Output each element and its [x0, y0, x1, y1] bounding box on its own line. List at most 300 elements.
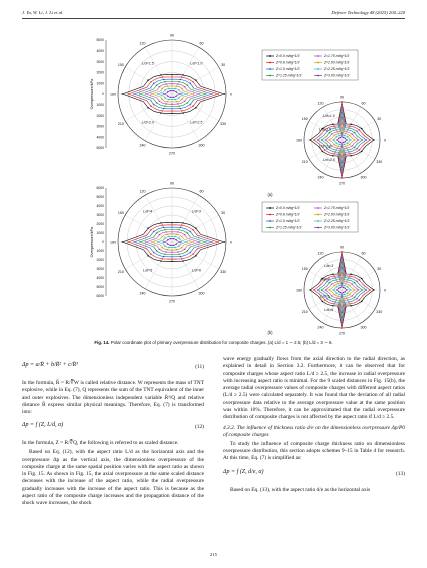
panel-b-polar-2-series-3-marker	[356, 281, 357, 282]
panel-a-polar-1-tick-label: 4000	[96, 135, 104, 140]
panel-b-polar-1-series-1-marker	[171, 261, 172, 262]
panel-b-polar-2-series-1-marker	[361, 278, 362, 279]
panel-b-polar-2-series-5-marker	[337, 281, 338, 282]
panel-a-polar-1-series-3-marker	[171, 108, 172, 109]
panel-b-polar-2-series-5-marker	[341, 312, 342, 313]
panel-b-polar-1-series-5-marker	[166, 251, 167, 252]
panel-b-polar-1-tick-label: 3000	[96, 213, 104, 218]
panel-a-polar-1-angle-label: 60	[199, 41, 204, 46]
panel-b-polar-2-series-2-marker	[349, 275, 350, 276]
panel-a-polar-2-series-8-marker	[341, 146, 342, 147]
panel-a-polar-2-series-7-marker	[341, 151, 342, 152]
panel-a-polar-2-series-5-marker	[331, 133, 332, 134]
right-paragraph-1: wave energy gradually flows from the axial direction to the radial direction, as explained in detail in Section 3.2. Furthermore, it can be observed that for composite charges whose aspect ratio L/d ≥ 2.5, the increase in radial overpressure with increasing aspect ratio is minimal. For the 9 scaled distances in Fig. 15(b), the average radial overpressure values of composite charges with different aspect ratios (L/d ≥ 2.5) were calculated separately. It was found that the deviation of all radial overpressure data relative to the average overpressure value at the same position was within 10%. Therefore, it can be approximated that the radial overpressure distribution of composite charges is not affected by the aspect ratio if L/d ≥ 2.5.	[223, 356, 405, 421]
panel-a-polar-2-series-8-marker	[340, 142, 341, 143]
panel-a-polar-1-series-6-marker	[167, 101, 168, 102]
panel-b-polar-1-series-6-marker	[151, 241, 152, 242]
equation-13-number: (13)	[396, 470, 405, 477]
panel-a-polar-2-series-2-marker	[333, 153, 334, 154]
running-header-journal: Defence Technology 48 (2025) 204–220	[331, 10, 405, 15]
panel-a-polar-2-series-5-marker	[352, 133, 353, 134]
panel-a-polar-1-series-8-marker	[167, 96, 168, 97]
panel-b-legend-marker	[269, 227, 271, 229]
panel-a-legend-entry: Z=3.00 m/kg^1/3	[324, 73, 350, 78]
panel-a-polar-2-series-8-marker	[345, 138, 346, 139]
panel-a-polar-2-series-4-marker	[354, 132, 355, 133]
panel-a-polar-2-series-5-marker	[325, 139, 326, 140]
panel-a-polar-1-series-7-marker	[168, 88, 169, 89]
panel-a-polar-2-series-5-marker	[337, 148, 338, 149]
panel-b-polar-1-angle-label: 0	[230, 240, 232, 245]
panel-b-polar-2-series-8-marker	[338, 288, 339, 289]
panel-b-polar-2-series-6-marker	[338, 296, 339, 297]
panel-a-polar-1-series-3-marker	[163, 108, 164, 109]
panel-b-polar-1-series-7-marker	[157, 241, 158, 242]
panel-a-polar-1-angle-label: 270	[169, 151, 175, 156]
panel-a-polar-1-series-5-marker	[171, 83, 172, 84]
panel-a-polar-1-annotation: L/d=2.5	[190, 120, 203, 125]
panel-b-polar-2-series-6-marker	[354, 289, 355, 290]
panel-b-polar-2-series-5-marker	[352, 295, 353, 296]
panel-b-polar-1-series-3-marker	[153, 252, 154, 253]
panel-a-polar-2-series-7-marker	[339, 144, 340, 145]
panel-b-polar-2-series-3-marker	[348, 301, 349, 302]
panel-b-polar-2-series-4-marker	[341, 262, 342, 263]
panel-b-polar-2-series-7-marker	[339, 285, 340, 286]
panel-a-polar-2-series-8-marker	[343, 137, 344, 138]
equation-11	[22, 360, 204, 376]
panel-a-polar-1-series-8-marker	[173, 97, 174, 98]
panel-a-polar-1-tick-label: 5000	[96, 38, 104, 43]
panel-a-polar-1-angle-label: 210	[117, 122, 124, 126]
panel-a-polar-1-angle-label: 120	[139, 41, 146, 46]
panel-b-polar-1-series-3-marker	[133, 241, 134, 242]
panel-b-polar-1-annotation: L/d=3	[191, 209, 201, 214]
panel-b-polar-1-series-7-marker	[178, 245, 179, 246]
panel-a-polar-2-series-2-marker	[313, 139, 314, 140]
panel-a-polar-1-series-3-marker	[190, 104, 191, 105]
panel-b-polar-2-series-3-marker	[317, 289, 318, 290]
panel-a-polar-1-series-8-marker	[167, 91, 168, 92]
panel-b-polar-1-series-7-marker	[171, 247, 172, 248]
panel-a-polar-1-series-2-marker	[162, 110, 163, 111]
panel-a-polar-1-series-8-marker	[171, 90, 172, 91]
panel-b-polar-1-series-4-marker	[171, 229, 172, 230]
panel-a-polar-1-series-7-marker	[171, 99, 172, 100]
panel-a-polar-2-series-1-marker	[361, 128, 362, 129]
panel-b-polar-2-series-2-marker	[333, 275, 334, 276]
panel-b-polar-2-series-2-marker	[359, 279, 360, 280]
panel-a-polar-2-series-5-marker	[346, 131, 347, 132]
panel-a-polar-1-tick-label: 4000	[96, 49, 104, 53]
panel-b-polar-1-tick-label: 0	[102, 240, 104, 245]
panel-a-polar-2-series-7-marker	[347, 136, 348, 137]
equation-11-expression: Δp = a/R̄ + b/R̄² + c/R̄³	[22, 362, 78, 368]
panel-b-polar-2-annotation: L/d=3	[324, 264, 334, 269]
panel-a-polar-2-angle-label: 240	[317, 175, 324, 180]
panel-b-polar-2-angle-label: 300	[360, 325, 367, 330]
panel-b-polar-2-series-7-marker	[347, 293, 348, 294]
panel-b-polar-2-angle-label: 90	[340, 245, 344, 250]
panel-a-polar-2-series-3-marker	[334, 151, 335, 152]
panel-a-polar-2-series-1-marker	[332, 124, 333, 125]
panel-b-polar-1-series-4-marker	[178, 254, 179, 255]
panel-b-polar-2-series-6-marker	[345, 296, 346, 297]
panel-a-polar-2-angle-label: 30	[377, 117, 382, 121]
panel-b-polar-1-series-8-marker	[163, 241, 164, 242]
panel-a-polar-1-angle-label: 150	[117, 63, 124, 67]
running-header-authors: J. Yu, W. Li, J. Li et al.	[22, 10, 64, 15]
panel-a-polar-2-series-4-marker	[329, 132, 330, 133]
panel-a-polar-1-angle-label: 300	[198, 143, 205, 148]
panel-a-polar-1-series-5-marker	[184, 101, 185, 102]
panel-a-polar-1-series-3-marker	[180, 108, 181, 109]
panel-a-polar-2-annotation: L/d=2.5	[322, 157, 335, 162]
panel-a-polar-1-series-7-marker	[175, 99, 176, 100]
panel-b-polar-2-series-8-marker	[345, 291, 346, 292]
panel-a-polar-1-series-1-marker	[224, 93, 225, 94]
panel-a-polar-1-annotation: L/d=1.5	[141, 61, 154, 66]
panel-a-polar-1-spoke	[145, 47, 172, 94]
panel-a-polar-1-series-7-marker	[164, 89, 165, 90]
panel-a-polar-2-series-5-marker	[346, 148, 347, 149]
panel-a-polar-1-series-4-marker	[171, 81, 172, 82]
panel-b-polar-2-series-4-marker	[347, 279, 348, 280]
panel-b-polar-2-series-8-marker	[338, 291, 339, 292]
panel-b-polar-2-series-5-marker	[346, 281, 347, 282]
panel-a-polar-1-series-7-marker	[175, 88, 176, 89]
panel-b-polar-1-angle-label: 240	[139, 291, 146, 296]
panel-a-polar-2-series-3-marker	[334, 127, 335, 128]
panel-a-polar-2-series-2-marker	[359, 129, 360, 130]
panel-a-polar-1-series-6-marker	[167, 86, 168, 87]
panel-a-polar-2-series-5-marker	[352, 145, 353, 146]
panel-a-polar-2-annotation: L/d=1.0	[322, 114, 335, 119]
panel-a-polar-1-series-2-marker	[171, 110, 172, 111]
panel-b-polar-1-angle-label: 120	[139, 189, 146, 194]
panel-a-polar-1-series-5-marker	[199, 93, 200, 94]
panel-a-polar-1-series-7-marker	[164, 97, 165, 98]
panel-b-polar-2-series-3-marker	[334, 277, 335, 278]
panel-a-polar-1-series-1-marker	[160, 74, 161, 75]
panel-b-polar-1-series-2-marker	[162, 258, 163, 259]
panel-b-polar-1-series-7-marker	[175, 236, 176, 237]
panel-a-polar-2-series-5-marker	[337, 131, 338, 132]
panel-a-polar-1-series-6-marker	[193, 93, 194, 94]
panel-a-polar-2-series-6-marker	[329, 139, 330, 140]
panel-b-polar-1-angle-label: 270	[169, 299, 175, 304]
panel-a-polar-1-series-6-marker	[181, 99, 182, 100]
panel-a-polar-1-tick-label: 1000	[96, 103, 104, 107]
panel-b-polar-1-series-8-marker	[175, 244, 176, 245]
panel-b-polar-2-series-2-marker	[341, 251, 342, 252]
panel-b-legend-entry: Z=0.8 m/kg^1/3	[276, 212, 300, 217]
panel-b-polar-1-series-6-marker	[181, 247, 182, 248]
panel-a-polar-1-series-6-marker	[151, 93, 152, 94]
panel-a-polar-2-series-5-marker	[341, 162, 342, 163]
panel-b-polar-2-series-8-marker	[341, 296, 342, 297]
panel-a-polar-1-series-8-marker	[169, 90, 170, 91]
panel-b-label: (b)	[267, 330, 273, 335]
panel-a-polar-1-series-4-marker	[164, 81, 165, 82]
panel-b-polar-1-series-7-marker	[178, 237, 179, 238]
panel-a-polar-1-angle-label: 180	[110, 92, 116, 97]
panel-b-polar-2-series-6-marker	[329, 289, 330, 290]
panel-b-polar-2-series-7-marker	[341, 301, 342, 302]
panel-a-polar-2-series-2-marker	[341, 101, 342, 102]
panel-b-polar-2-annotation: L/d=5	[320, 294, 330, 299]
panel-b-polar-2-angle-label: 270	[339, 331, 345, 336]
panel-a-polar-1-series-6-marker	[171, 101, 172, 102]
panel-b-polar-1-series-2-marker	[128, 241, 129, 242]
panel-a-polar-2-series-8-marker	[341, 132, 342, 133]
panel-b-polar-2-series-1-marker	[361, 301, 362, 302]
left-paragraph-3: Based on Eq. (12), with the aspect ratio L/d as the horizontal axis and the overpressure Δp as the vertical axis, the dimensionless overpressure of the composite charge at the same spatial position varies with the aspect ratio as shown in Fig. 15. As shown in Fig. 15, the axial overpressure at the same scaled distance decreases with the increase of the aspect ratio, while the radial overpressure gradually increases with the increase of the aspect ratio. This is because as the aspect ratio of the composite charge increases and the propagation distance of the shock wave increases, the shock	[22, 449, 204, 507]
panel-a-polar-1-angle-label: 0	[230, 92, 232, 97]
panel-a-polar-2-series-6-marker	[338, 146, 339, 147]
panel-b-polar-1-series-7-marker	[187, 241, 188, 242]
panel-b-polar-2-series-1-marker	[373, 289, 374, 290]
panel-a-polar-1-series-2-marker	[171, 76, 172, 77]
panel-b-polar-1-series-1-marker	[224, 241, 225, 242]
panel-b-polar-1-series-4-marker	[164, 229, 165, 230]
panel-a-polar-2-series-5-marker	[341, 117, 342, 118]
panel-b-polar-1-series-1-marker	[147, 255, 148, 256]
panel-b-polar-1-angle-label: 210	[117, 270, 124, 274]
panel-a-polar-1-series-8-marker	[171, 97, 172, 98]
panel-a-polar-2-series-8-marker	[343, 142, 344, 143]
panel-b-polar-1-series-7-marker	[168, 247, 169, 248]
panel-a-polar-1-series-7-marker	[187, 93, 188, 94]
panel-a-polar-1-tick-label: 0	[102, 92, 104, 97]
panel-a-polar-1-series-8-marker	[173, 90, 174, 91]
panel-b-polar-1-spoke	[172, 195, 199, 242]
panel-b-polar-2-series-8-marker	[343, 287, 344, 288]
panel-a-polar-1-angle-label: 30	[221, 63, 226, 67]
panel-b-polar-1-series-7-marker	[164, 245, 165, 246]
panel-b-polar-1-series-3-marker	[190, 231, 191, 232]
panel-a-polar-1-series-1-marker	[195, 80, 196, 81]
panel-a-polar-1-angle-label: 90	[170, 33, 174, 38]
panel-a-legend-marker	[317, 75, 319, 77]
panel-a-legend-entry: Z=0.8 m/kg^1/3	[276, 60, 300, 65]
panel-a-polar-2-series-4-marker	[354, 147, 355, 148]
panel-a-polar-1-series-4-marker	[171, 106, 172, 107]
panel-b-polar-1-series-3-marker	[171, 227, 172, 228]
panel-b-polar-2-series-5-marker	[331, 283, 332, 284]
panel-b-polar-1-series-8-marker	[173, 238, 174, 239]
panel-b-polar-2-series-4-marker	[329, 282, 330, 283]
panel-b-polar-2-series-4-marker	[341, 317, 342, 318]
panel-a-polar-1-angle-label: 330	[220, 122, 227, 126]
panel-a-polar-2-angle-label: 60	[361, 101, 366, 106]
panel-b-polar-1-y-axis-label: Overpressure/kPa	[90, 226, 94, 258]
panel-a-polar-1-series-7-marker	[178, 97, 179, 98]
panel-a-polar-1-spoke	[172, 47, 199, 94]
panel-a-polar-2-series-2-marker	[333, 125, 334, 126]
panel-b-polar-1-series-2-marker	[181, 224, 182, 225]
panel-a-polar-1-annotation: L/d=1.0	[190, 61, 203, 66]
panel-a-polar-1-series-6-marker	[162, 99, 163, 100]
panel-b-polar-1-series-5-marker	[145, 241, 146, 242]
panel-b-polar-1-series-5-marker	[184, 234, 185, 235]
panel-a-polar-1-series-5-marker	[166, 83, 167, 84]
panel-b-polar-2-series-8-marker	[340, 287, 341, 288]
panel-a-legend-entry: Z=2.00 m/kg^1/3	[324, 60, 350, 65]
panel-b-polar-2-angle-label: 0	[384, 288, 386, 293]
panel-b-polar-1-series-4-marker	[156, 250, 157, 251]
panel-a-polar-2-series-8-marker	[340, 137, 341, 138]
panel-b-polar-1-series-5-marker	[159, 249, 160, 250]
panel-a-polar-2-series-4-marker	[341, 167, 342, 168]
panel-b-polar-1	[106, 188, 226, 296]
panel-a-polar-1-annotation: L/d=2.0	[141, 120, 154, 125]
panel-a-polar-2-series-3-marker	[317, 139, 318, 140]
panel-a-polar-2-series-3-marker	[341, 106, 342, 107]
panel-a-polar-2-series-1-marker	[332, 155, 333, 156]
panel-a-legend-entry: Z=1.0 m/kg^1/3	[276, 67, 300, 72]
panel-b-polar-1-series-4-marker	[187, 250, 188, 251]
panel-b-polar-1-angle-label: 30	[221, 211, 226, 215]
panel-b-polar-2-series-1-marker	[350, 305, 351, 306]
panel-b-polar-2-angle-label: 240	[317, 325, 324, 330]
panel-a-polar-2-angle-label: 120	[317, 101, 324, 106]
panel-b-polar-1-angle-label: 60	[199, 189, 204, 194]
figure-14-graphic	[22, 20, 405, 338]
panel-a-polar-1-series-5-marker	[166, 103, 167, 104]
panel-b-legend-marker	[317, 220, 319, 222]
panel-a-polar-2-series-3-marker	[348, 151, 349, 152]
panel-b-polar-1-series-1-marker	[195, 255, 196, 256]
panel-a-polar-2-series-7-marker	[336, 136, 337, 137]
panel-b-legend-marker	[317, 207, 319, 209]
panel-a-polar-2-series-3-marker	[348, 127, 349, 128]
panel-b-polar-2-series-4-marker	[354, 297, 355, 298]
equation-13-expression: Δp = f (Z, d/e, α)	[223, 468, 264, 475]
panel-a-polar-1-series-3-marker	[180, 79, 181, 80]
panel-a-polar-2-series-4-marker	[362, 139, 363, 140]
panel-a-polar-2-series-2-marker	[349, 125, 350, 126]
panel-a-polar-1-series-4-marker	[178, 81, 179, 82]
panel-b-polar-1-series-6-marker	[181, 236, 182, 237]
panel-b-polar-1-spoke	[172, 242, 199, 289]
panel-a-polar-2-angle-label: 150	[301, 117, 308, 121]
panel-b-polar-1-series-7-marker	[164, 237, 165, 238]
panel-b-polar-1-series-1-marker	[171, 222, 172, 223]
panel-a-polar-1-series-2-marker	[192, 81, 193, 82]
panel-a-polar-2-series-1-marker	[322, 151, 323, 152]
panel-a-polar-1-series-2-marker	[150, 106, 151, 107]
panel-b-polar-1-series-5-marker	[177, 251, 178, 252]
panel-b-polar-1-series-8-marker	[169, 238, 170, 239]
panel-b-polar-2-series-2-marker	[341, 327, 342, 328]
panel-b-polar-1-series-3-marker	[180, 256, 181, 257]
panel-b-polar-1-series-1-marker	[182, 222, 183, 223]
panel-b-polar-1-series-3-marker	[153, 231, 154, 232]
right-paragraph-3: Based on Eq. (13), with the aspect ratio d/e as the horizontal axis	[230, 486, 371, 493]
panel-a-polar-2-series-4-marker	[347, 129, 348, 130]
panel-a-polar-1-series-4-marker	[164, 106, 165, 107]
panel-a-polar-1-series-1-marker	[171, 74, 172, 75]
panel-a-polar-2-series-6-marker	[345, 146, 346, 147]
panel-b-polar-2-series-4-marker	[362, 289, 363, 290]
panel-a-polar-1-series-8-marker	[163, 93, 164, 94]
panel-b-polar-1-series-8-marker	[180, 241, 181, 242]
caption-label: Fig. 14.	[94, 340, 110, 345]
panel-b-polar-1-series-4-marker	[178, 229, 179, 230]
panel-b-polar-1-series-2-marker	[181, 258, 182, 259]
panel-b-polar-1-annotation: L/d=5	[143, 268, 153, 273]
panel-a-polar-1-series-8-marker	[169, 97, 170, 98]
panel-b-polar-2-series-1-marker	[309, 289, 310, 290]
panel-b-polar-1-annotation: L/d=4	[143, 209, 153, 214]
panel-a-legend-marker	[317, 55, 319, 57]
panel-b-polar-2-series-1-marker	[350, 274, 351, 275]
panel-b-polar-2-series-3-marker	[341, 256, 342, 257]
panel-b-polar-2-series-1-marker	[322, 301, 323, 302]
panel-b-polar-2-series-7-marker	[332, 289, 333, 290]
panel-b-polar-2-series-2-marker	[369, 289, 370, 290]
panel-a-polar-1-series-1-marker	[147, 107, 148, 108]
panel-a-polar-2-series-4-marker	[341, 112, 342, 113]
panel-a-legend-entry: Z=0.6 m/kg^1/3	[276, 54, 300, 59]
panel-b-polar-1-series-4-marker	[139, 241, 140, 242]
panel-b-polar-2-series-5-marker	[325, 289, 326, 290]
panel-a-polar-2-series-2-marker	[341, 177, 342, 178]
panel-a-polar-2-series-2-marker	[324, 149, 325, 150]
panel-a-polar-2-angle-label: 0	[384, 138, 386, 143]
panel-a-polar-1-series-5-marker	[145, 93, 146, 94]
panel-b-polar-2-series-6-marker	[333, 294, 334, 295]
panel-a-polar-1-series-4-marker	[187, 84, 188, 85]
panel-a-polar-1-series-2-marker	[181, 110, 182, 111]
panel-a-polar-1-series-1-marker	[182, 74, 183, 75]
header-rule	[22, 18, 405, 19]
panel-a-polar-2-series-1-marker	[361, 151, 362, 152]
panel-a-polar-1-series-6-marker	[176, 86, 177, 87]
panel-b-polar-2-angle-label: 150	[301, 267, 308, 271]
panel-a-polar-2-series-6-marker	[349, 144, 350, 145]
panel-b-polar-2-series-7-marker	[336, 293, 337, 294]
panel-b-polar-2-angle-label: 60	[361, 251, 366, 256]
panel-a-polar-2-series-6-marker	[341, 157, 342, 158]
panel-a-polar-2-series-4-marker	[321, 139, 322, 140]
panel-b-polar-2-series-2-marker	[359, 299, 360, 300]
panel-b-polar-1-series-1-marker	[147, 228, 148, 229]
figure-caption	[22, 340, 405, 346]
panel-b-polar-2-series-6-marker	[349, 285, 350, 286]
panel-a-polar-2-series-3-marker	[366, 139, 367, 140]
panel-b-polar-1-series-5-marker	[184, 249, 185, 250]
equation-13	[223, 467, 405, 483]
panel-b-polar-2-series-5-marker	[346, 298, 347, 299]
panel-a-polar-2-series-6-marker	[345, 133, 346, 134]
panel-a-polar-2-angle-label: 270	[339, 181, 345, 186]
panel-a-polar-1-series-3-marker	[133, 93, 134, 94]
panel-b-polar-1-series-2-marker	[162, 224, 163, 225]
right-paragraph-2: To study the influence of composite charge thickness ratio on dimensionless overpressure distribution, this section adopts schemes 9–15 in Table 4 for research. At this time, Eq. (7) is simplified as:	[223, 440, 405, 462]
panel-b-polar-2-series-6-marker	[341, 272, 342, 273]
panel-a-polar-2-series-3-marker	[356, 131, 357, 132]
panel-a-polar-1-series-2-marker	[218, 93, 219, 94]
panel-b-polar-1-series-6-marker	[167, 234, 168, 235]
panel-b-polar-1-series-4-marker	[171, 254, 172, 255]
panel-a-polar-1-series-6-marker	[181, 88, 182, 89]
panel-a-legend-marker	[317, 62, 319, 64]
panel-a-polar-1-series-5-marker	[177, 83, 178, 84]
panel-a-polar-2-annotation: L/d=1.5	[318, 127, 331, 132]
panel-b-polar-2-series-5-marker	[358, 289, 359, 290]
